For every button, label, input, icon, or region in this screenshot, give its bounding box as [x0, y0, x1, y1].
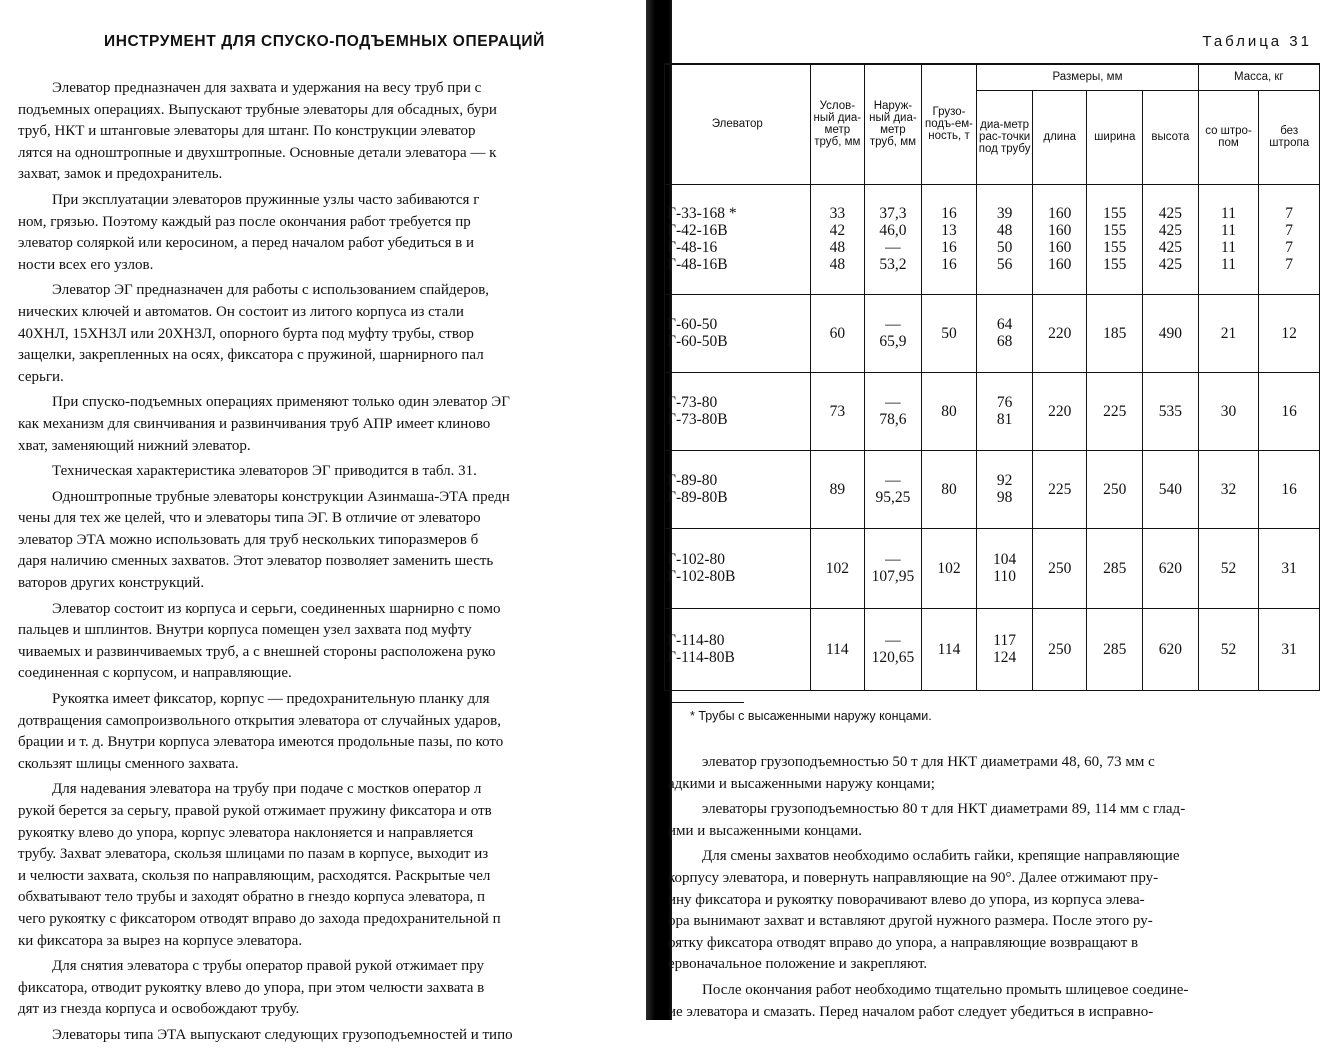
- cell-value: 620: [1158, 640, 1182, 658]
- cell-value: Г-60-50: [667, 316, 718, 333]
- text-line: даря наличию сменных захватов. Этот элеватор позволяет заменить шесть: [18, 553, 494, 570]
- text-line: скользят шлицы сменного захвата.: [18, 755, 239, 772]
- text-line: Для смены захватов необходимо ослабить гайки, крепящие направляющие: [702, 848, 1180, 865]
- text-line: элеватор соляркой или керосином, а перед началом работ убедиться в и: [18, 235, 474, 252]
- header-height: высота: [1143, 90, 1199, 184]
- table-footnote: * Трубы с высаженными наружу концами.: [690, 709, 932, 723]
- cell-mass-without-sling: [1259, 608, 1320, 690]
- text-line: брации и т. д. Внутри корпуса элеватора имеются продольные пазы, по кото: [18, 734, 504, 751]
- cell-value: 102: [825, 559, 849, 577]
- cell-mass-with-sling: [1198, 184, 1259, 294]
- cell-bore: [977, 372, 1033, 450]
- cell-value: 285: [1103, 640, 1127, 658]
- text-line: элеваторы грузоподъемностью 80 т для НКТ диаметрами 89, 114 мм с глад-: [702, 801, 1186, 818]
- cell-width: [1087, 528, 1143, 608]
- text-line: чего рукоятку с фиксатором отводят вправо до захода предохранительной п: [18, 910, 501, 927]
- text-line: ервоначальное положение и закрепляют.: [668, 956, 928, 973]
- cell-value: 425: [1158, 205, 1182, 222]
- cell-value: 80: [941, 402, 957, 420]
- cell-value: 425: [1158, 256, 1182, 273]
- cell-value: 48: [829, 256, 846, 273]
- cell-value: —: [885, 632, 901, 649]
- cell-value: 30: [1220, 402, 1237, 420]
- cell-elevator-name: [665, 528, 811, 608]
- cell-value: 48: [996, 222, 1013, 239]
- table-row: [665, 372, 1320, 450]
- cell-value: Г-102-80В: [667, 568, 736, 585]
- cell-value: 490: [1158, 324, 1182, 342]
- cell-value: —: [885, 316, 901, 333]
- cell-height: [1143, 450, 1199, 528]
- footnote-rule: [672, 702, 744, 703]
- right-page: [667, 0, 1334, 1020]
- cell-value: 32: [1220, 480, 1237, 498]
- cell-bore: [977, 184, 1033, 294]
- cell-mass-with-sling: [1198, 528, 1259, 608]
- cell-value: 120,65: [871, 649, 915, 666]
- cell-mass-without-sling: [1259, 528, 1320, 608]
- table-row: [665, 184, 1320, 294]
- text-line: фиксатора, отводит рукоятку влево до упора, при этом челюсти захвата в: [18, 979, 485, 996]
- cell-value: 56: [996, 256, 1013, 273]
- cell-value: 225: [1048, 480, 1072, 498]
- text-line: ие элеватора и смазать. Перед началом работ следует убедиться в исправно-: [668, 1003, 1154, 1020]
- text-line: Элеватор ЭГ предназначен для работы с использованием спайдеров,: [52, 282, 490, 299]
- cell-length: [1032, 450, 1087, 528]
- text-line: элеватор ЭТА можно использовать для труб нескольких типоразмеров б: [18, 531, 479, 548]
- text-line: адкими и высаженными наружу концами;: [668, 775, 935, 792]
- cell-value: 160: [1048, 222, 1072, 239]
- text-line: ном, грязью. Поэтому каждый раз после окончания работ требуется пр: [18, 213, 471, 230]
- cell-value: 65,9: [879, 333, 907, 350]
- cell-value: 50: [996, 239, 1013, 256]
- cell-length: [1032, 372, 1087, 450]
- cell-value: Г-89-80: [667, 472, 718, 489]
- text-line: Для надевания элеватора на трубу при подаче с мостков оператор л: [52, 781, 482, 798]
- cell-elevator-name: [665, 608, 811, 690]
- cell-value: 16: [941, 205, 957, 222]
- cell-value: 60: [829, 324, 846, 342]
- table-caption: Таблица 31: [1202, 33, 1312, 50]
- text-line: ими и высаженными концами.: [668, 822, 862, 839]
- cell-mass-without-sling: [1259, 184, 1320, 294]
- cell-value: 114: [825, 640, 849, 658]
- cell-value: 107,95: [871, 568, 915, 585]
- cell-elevator-name: [665, 372, 811, 450]
- cell-value: —: [885, 239, 901, 256]
- cell-value: —: [885, 472, 901, 489]
- text-line: Элеваторы типа ЭТА выпускают следующих грузоподъемностей и типо: [52, 1026, 513, 1043]
- cell-value: 535: [1158, 402, 1182, 420]
- cell-value: 250: [1048, 559, 1072, 577]
- cell-value: 80: [941, 480, 957, 498]
- page-heading: ИНСТРУМЕНТ ДЛЯ СПУСКО-ПОДЪЕМНЫХ ОПЕРАЦИЙ: [104, 33, 545, 50]
- cell-value: 52: [1220, 640, 1237, 658]
- cell-height: [1143, 372, 1199, 450]
- cell-value: 12: [1281, 324, 1297, 342]
- header-with-sling: со штро-пом: [1198, 90, 1259, 184]
- cell-value: 160: [1048, 239, 1072, 256]
- cell-value: 92: [996, 472, 1013, 489]
- cell-cond-diam: [810, 294, 865, 372]
- cell-capacity: [921, 372, 977, 450]
- cell-value: 285: [1103, 559, 1127, 577]
- cell-elevator-name: [665, 450, 811, 528]
- text-line: ваторов других конструкций.: [18, 575, 205, 592]
- cell-value: Г-33-168 *: [667, 205, 737, 222]
- text-line: Элеватор состоит из корпуса и серьги, соединенных шарнирно с помо: [52, 600, 501, 617]
- text-line: После окончания работ необходимо тщательно промыть шлицевое соедине-: [702, 981, 1189, 998]
- cell-cond-diam: [810, 450, 865, 528]
- text-line: дотвращения самопроизвольного открытия элеватора от случайных ударов,: [18, 712, 501, 729]
- cell-outer-diam: [865, 184, 922, 294]
- cell-value: 76: [996, 394, 1013, 411]
- cell-value: 11: [1221, 222, 1236, 239]
- text-line: пальцев и шплинтов. Внутри корпуса помещен узел захвата под муфту: [18, 622, 472, 639]
- cell-value: 425: [1158, 222, 1182, 239]
- text-line: трубу. Захват элеватора, скользя шлицами по пазам в корпусе, выходит из: [18, 846, 489, 863]
- cell-height: [1143, 608, 1199, 690]
- table-row: [665, 608, 1320, 690]
- cell-value: 98: [996, 489, 1013, 506]
- cell-value: 250: [1048, 640, 1072, 658]
- text-line: серьги.: [18, 368, 64, 385]
- text-line: ности всех его узлов.: [18, 256, 154, 273]
- header-mass: Масса, кг: [1198, 64, 1319, 90]
- text-line: ора вынимают захват и вставляют другой нужного размера. После этого ру-: [668, 913, 1153, 930]
- text-line: ки фиксатора за вырез на корпусе элеватора.: [18, 932, 303, 949]
- cell-value: 155: [1103, 256, 1127, 273]
- header-length: длина: [1032, 90, 1087, 184]
- cell-value: Г-114-80В: [667, 649, 735, 666]
- text-line: Рукоятка имеет фиксатор, корпус — предохранительную планку для: [52, 691, 490, 708]
- text-line: дят из гнезда корпуса и освобождают трубу.: [18, 1001, 300, 1018]
- cell-value: 53,2: [879, 256, 907, 273]
- text-line: ину фиксатора и рукоятку поворачивают влево до упора, из корпуса элева-: [668, 891, 1145, 908]
- cell-capacity: [921, 184, 977, 294]
- cell-capacity: [921, 528, 977, 608]
- text-line: Элеватор предназначен для захвата и удержания на весу труб при с: [52, 80, 482, 96]
- cell-outer-diam: [865, 294, 922, 372]
- text-line: элеватор грузоподъемностью 50 т для НКТ диаметрами 48, 60, 73 мм с: [702, 754, 1155, 770]
- cell-value: 95,25: [875, 489, 911, 506]
- cell-length: [1032, 528, 1087, 608]
- cell-value: 540: [1158, 480, 1182, 498]
- cell-value: 102: [937, 559, 961, 577]
- cell-value: 11: [1221, 256, 1236, 273]
- cell-value: Г-73-80В: [667, 411, 728, 428]
- cell-value: 7: [1285, 256, 1294, 273]
- cell-value: —: [885, 551, 901, 568]
- cell-value: 104: [992, 551, 1017, 568]
- cell-value: 110: [993, 568, 1016, 585]
- cell-value: 33: [829, 205, 846, 222]
- cell-value: 155: [1103, 222, 1127, 239]
- left-body-text: [18, 78, 658, 1051]
- cell-width: [1087, 372, 1143, 450]
- text-line: рукоятку влево до упора, корпус элеватора наклоняется и направляется: [18, 824, 474, 841]
- cell-cond-diam: [810, 528, 865, 608]
- cell-value: 16: [941, 239, 957, 256]
- cell-value: 21: [1220, 324, 1237, 342]
- cell-value: 155: [1103, 205, 1127, 222]
- text-line: защелки, закрепленных на осях, фиксатора с пружиной, шарнирного пал: [18, 347, 484, 364]
- cell-mass-without-sling: [1259, 372, 1320, 450]
- cell-value: Г-89-80В: [667, 489, 728, 506]
- cell-value: 39: [996, 205, 1013, 222]
- cell-value: 64: [996, 316, 1013, 333]
- header-without-sling: без штропа: [1259, 90, 1320, 184]
- elevator-spec-table: [664, 63, 1320, 691]
- cell-length: [1032, 608, 1087, 690]
- paragraph-gap: [18, 1047, 658, 1051]
- text-line: нических ключей и автоматов. Он состоит из литого корпуса из стали: [18, 303, 464, 320]
- cell-value: 78,6: [879, 411, 907, 428]
- cell-value: 89: [829, 480, 846, 498]
- cell-value: 7: [1285, 205, 1294, 222]
- text-line: корпусу элеватора, и повернуть направляющие на 90°. Далее отжимают пру-: [668, 869, 1159, 886]
- cell-bore: [977, 608, 1033, 690]
- cell-capacity: [921, 450, 977, 528]
- text-line: При эксплуатации элеваторов пружинные узлы часто забиваются г: [52, 191, 480, 208]
- cell-outer-diam: [865, 528, 922, 608]
- cell-value: 124: [992, 649, 1017, 666]
- cell-outer-diam: [865, 450, 922, 528]
- cell-value: Г-48-16: [667, 239, 718, 256]
- cell-capacity: [921, 608, 977, 690]
- cell-width: [1087, 184, 1143, 294]
- table-row: [665, 528, 1320, 608]
- cell-elevator-name: [665, 184, 811, 294]
- cell-value: 31: [1281, 559, 1297, 577]
- cell-value: 73: [829, 402, 846, 420]
- cell-cond-diam: [810, 372, 865, 450]
- header-bore: диа-метр рас-точки под трубу: [977, 90, 1033, 184]
- cell-value: 620: [1158, 559, 1182, 577]
- cell-value: 225: [1103, 402, 1127, 420]
- cell-value: 81: [996, 411, 1013, 428]
- cell-mass-with-sling: [1198, 294, 1259, 372]
- text-line: соединенная с корпусом, и направляющие.: [18, 665, 292, 682]
- cell-value: 114: [937, 640, 961, 658]
- cell-value: —: [885, 394, 901, 411]
- cell-bore: [977, 450, 1033, 528]
- table-row: [665, 294, 1320, 372]
- text-line: 40ХНЛ, 15ХН3Л или 20ХН3Л, опорного бурта под муфту трубы, створ: [18, 325, 474, 342]
- cell-value: 31: [1281, 640, 1297, 658]
- cell-value: 250: [1103, 480, 1127, 498]
- cell-height: [1143, 184, 1199, 294]
- cell-value: Г-114-80: [667, 632, 725, 649]
- cell-value: 50: [941, 324, 957, 342]
- cell-length: [1032, 294, 1087, 372]
- cell-cond-diam: [810, 608, 865, 690]
- header-width: ширина: [1087, 90, 1143, 184]
- cell-value: Г-42-16В: [667, 222, 728, 239]
- cell-bore: [977, 528, 1033, 608]
- cell-value: 48: [829, 239, 846, 256]
- header-cond-diam: Услов-ный диа-метр труб, мм: [810, 64, 865, 184]
- cell-value: Г-60-50В: [667, 333, 728, 350]
- cell-mass-with-sling: [1198, 372, 1259, 450]
- table-row: [665, 450, 1320, 528]
- cell-value: 11: [1221, 205, 1236, 222]
- text-line: Техническая характеристика элеваторов ЭГ приводится в табл. 31.: [52, 463, 477, 480]
- text-line: труб, НКТ и штанговые элеваторы для штанг. По конструкции элеватор: [18, 123, 476, 140]
- text-line: чиваемых и развинчиваемых труб, а с внешней стороны расположена руко: [18, 643, 496, 660]
- left-page: [0, 0, 650, 1043]
- header-outer-diam: Наруж-ный диа-метр труб, мм: [865, 64, 922, 184]
- cell-value: Г-73-80: [667, 394, 718, 411]
- cell-mass-with-sling: [1198, 608, 1259, 690]
- cell-value: 42: [829, 222, 846, 239]
- cell-outer-diam: [865, 372, 922, 450]
- cell-value: 37,3: [879, 205, 907, 222]
- cell-value: 117: [993, 632, 1016, 649]
- cell-value: 13: [941, 222, 957, 239]
- cell-value: 7: [1285, 239, 1294, 256]
- text-line: и челюсти захвата, скользя по направляющим, расходятся. Раскрытые чел: [18, 867, 491, 884]
- cell-value: 220: [1048, 402, 1072, 420]
- cell-value: 68: [996, 333, 1013, 350]
- right-body-text: [668, 752, 1328, 1027]
- text-line: хват, заменяющий нижний элеватор.: [18, 437, 251, 454]
- cell-value: 185: [1103, 324, 1127, 342]
- cell-value: 16: [941, 256, 957, 273]
- cell-value: Г-48-16В: [667, 256, 728, 273]
- cell-mass-without-sling: [1259, 450, 1320, 528]
- cell-width: [1087, 294, 1143, 372]
- cell-value: 155: [1103, 239, 1127, 256]
- cell-length: [1032, 184, 1087, 294]
- text-line: оятку фиксатора отводят вправо до упора, а направляющие возвращают в: [668, 934, 1139, 951]
- cell-capacity: [921, 294, 977, 372]
- cell-value: 11: [1221, 239, 1236, 256]
- text-line: Для снятия элеватора с трубы оператор правой рукой отжимает пру: [52, 958, 485, 975]
- cell-mass-with-sling: [1198, 450, 1259, 528]
- cell-cond-diam: [810, 184, 865, 294]
- cell-value: 160: [1048, 205, 1072, 222]
- text-line: захват, замок и предохранитель.: [18, 166, 223, 183]
- cell-width: [1087, 450, 1143, 528]
- text-line: Одноштропные трубные элеваторы конструкции Азинмаша-ЭТА предн: [52, 488, 510, 505]
- cell-value: 16: [1281, 480, 1297, 498]
- cell-height: [1143, 528, 1199, 608]
- text-line: как механизм для свинчивания и развинчивания труб АПР имеет клиново: [18, 415, 491, 432]
- cell-value: 220: [1048, 324, 1072, 342]
- cell-mass-without-sling: [1259, 294, 1320, 372]
- text-line: лятся на одноштропные и двухштропные. Основные детали элеватора — к: [18, 144, 497, 161]
- cell-value: 7: [1285, 222, 1294, 239]
- text-line: обхватывают тело трубы и заходят обратно в гнездо корпуса элеватора, п: [18, 889, 486, 906]
- table-body: [665, 184, 1320, 690]
- cell-outer-diam: [865, 608, 922, 690]
- cell-bore: [977, 294, 1033, 372]
- cell-width: [1087, 608, 1143, 690]
- text-line: рукой берется за серьгу, правой рукой отжимает пружину фиксатора и отв: [18, 803, 492, 819]
- cell-value: 160: [1048, 256, 1072, 273]
- text-line: чены для тех же целей, что и элеваторы типа ЭГ. В отличие от элеваторо: [18, 510, 481, 527]
- cell-value: 52: [1220, 559, 1237, 577]
- paragraph-gap: [668, 1023, 1328, 1027]
- text-line: подъемных операциях. Выпускают трубные элеваторы для обсадных, бури: [18, 101, 497, 118]
- cell-height: [1143, 294, 1199, 372]
- cell-value: 16: [1281, 402, 1297, 420]
- cell-value: Г-102-80: [667, 551, 726, 568]
- header-elevator: Элеватор: [665, 64, 811, 184]
- text-line: При спуско-подъемных операциях применяют только один элеватор ЭГ: [52, 394, 510, 411]
- cell-elevator-name: [665, 294, 811, 372]
- header-capacity: Грузо-подъ-ем-ность, т: [921, 64, 977, 184]
- cell-value: 425: [1158, 239, 1182, 256]
- cell-value: 46,0: [879, 222, 907, 239]
- header-dimensions: Размеры, мм: [977, 64, 1198, 90]
